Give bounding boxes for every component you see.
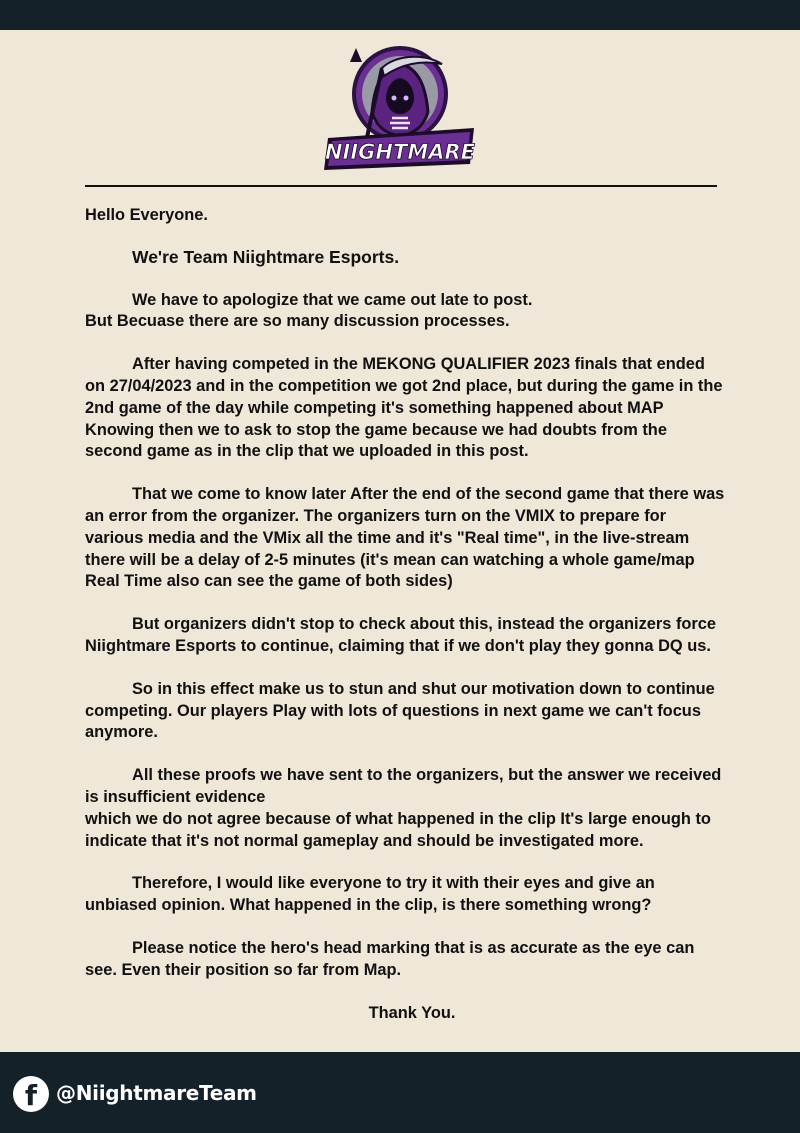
paragraph-competition: After having competed in the MEKONG QUALIFIER 2023 finals that ended on 27/04/2023 and in the competition we got 2nd place, but during the game in the 2nd game of the day while competing it's something happened about MAP Knowing then we to ask to stop the game because we had doubts from the second game as in the clip that we uploaded in this post. <box>85 355 723 461</box>
paragraph-opinion: Therefore, I would like everyone to try it with their eyes and give an unbiased opinion. What happened in the clip, is there something wrong? <box>85 874 655 915</box>
grim-reaper-logo-icon <box>320 42 480 172</box>
top-bar <box>0 0 800 30</box>
paragraph-proofs-continued: which we do not agree because of what happened in the clip It's large enough to indicate that it's not normal gameplay and should be investigated more. <box>85 809 711 850</box>
closing-line: Thank You. <box>368 1003 456 1022</box>
paragraph-apology-continued: But Becuase there are so many discussion processes. <box>85 312 510 331</box>
logo-text: NIIGHTMARE <box>324 140 476 164</box>
paragraph-apology: We have to apologize that we came out late to post. <box>132 290 533 309</box>
paragraph-notice: Please notice the hero's head marking that is as accurate as the eye can see. Even their position so far from Map. <box>85 938 695 979</box>
paragraph-motivation: So in this effect make us to stun and shut our motivation down to continue competing. Our players Play with lots of questions in next game we can't focus anymore. <box>85 679 715 742</box>
facebook-f-glyph: f <box>24 1079 38 1112</box>
facebook-handle[interactable]: @NiightmareTeam <box>56 1081 257 1105</box>
letter-body <box>85 205 725 1024</box>
paragraph-proofs: All these proofs we have sent to the organizers, but the answer we received is insufficient evidence <box>85 766 722 806</box>
niightmare-logo <box>320 42 480 172</box>
intro-line: We're Team Niightmare Esports. <box>132 246 400 267</box>
footer-bar <box>0 1052 800 1133</box>
header-divider <box>85 185 717 187</box>
facebook-icon[interactable] <box>13 1076 49 1112</box>
paragraph-forced-continue: But organizers didn't stop to check about this, instead the organizers force Niightmare Esports to continue, claiming that if we don't play they gonna DQ us. <box>85 615 717 655</box>
greeting: Hello Everyone. <box>85 206 208 224</box>
paragraph-organizer-error: That we come to know later After the end of the second game that there was an error from the organizer. The organizers turn on the VMIX to prepare for various media and the VMix all the time and it's "Real time", in the live-stream there will be a delay of 2-5 minutes (it's mean can watching a whole game/map Real Time also can see the game of both sides) <box>85 485 725 591</box>
